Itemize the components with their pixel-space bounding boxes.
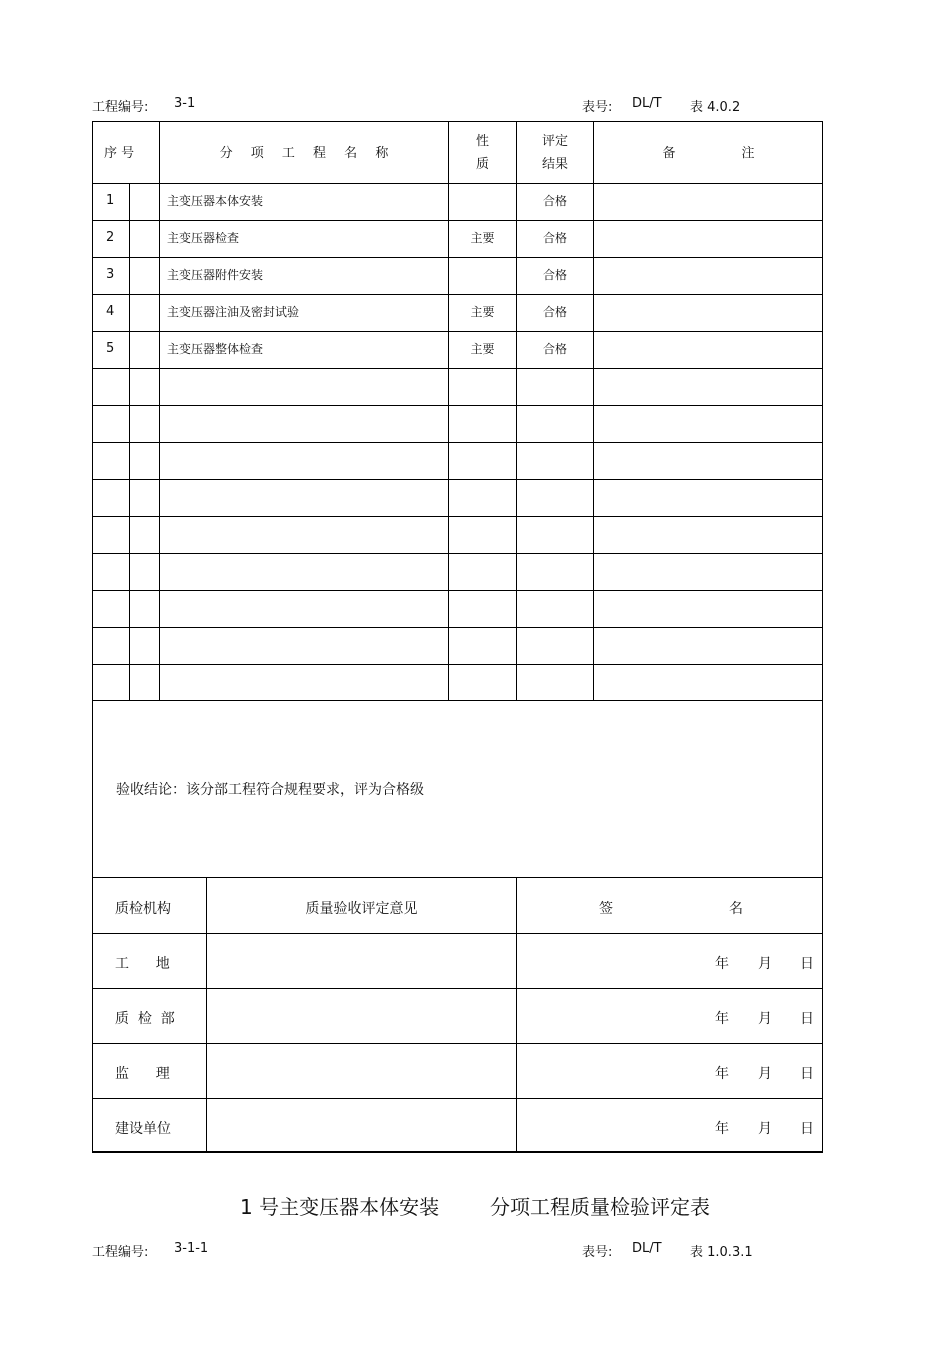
date-month: 月: [758, 1011, 772, 1027]
header-sign-2: 名: [729, 901, 743, 917]
conclusion-text: 验收结论：该分部工程符合规程要求，评为合格级: [116, 782, 424, 798]
form-no: 表 4.0.2: [690, 100, 741, 115]
date-year: 年: [715, 1121, 729, 1137]
row-result: 合格: [542, 231, 567, 245]
grid-line: [593, 122, 594, 700]
date-year: 年: [715, 956, 729, 972]
row-nature: 主要: [470, 305, 495, 319]
date-day: 日: [800, 1066, 814, 1082]
header-nature-2: 质: [475, 157, 489, 172]
row-no: 5: [106, 341, 115, 356]
project-no-label: 工程编号:: [92, 100, 149, 115]
header-org: 质检机构: [115, 901, 171, 917]
form-no-label: 表号:: [582, 100, 613, 115]
project-no: 3-1: [174, 96, 196, 111]
next-project-no: 3-1-1: [174, 1241, 209, 1256]
date-month: 月: [758, 1121, 772, 1137]
row-result: 合格: [542, 194, 567, 208]
form-std: DL/T: [632, 96, 662, 111]
row-name: 主变压器本体安装: [167, 194, 264, 208]
conclusion-box: [92, 700, 823, 878]
row-no: 2: [106, 230, 115, 245]
row-name: 主变压器检查: [167, 231, 240, 245]
row-no: 1: [106, 193, 115, 208]
row-name: 主变压器附件安装: [167, 268, 264, 282]
next-form-no-label: 表号:: [582, 1245, 613, 1260]
header-seq: 序 号: [104, 146, 135, 161]
row-name: 主变压器整体检查: [167, 342, 264, 356]
header-remark: 备 注: [662, 146, 755, 161]
next-form-title: 1 号主变压器本体安装 分项工程质量检验评定表: [240, 1195, 710, 1219]
date-month: 月: [758, 956, 772, 972]
signature-table: [92, 877, 823, 1153]
header-result-2: 结果: [541, 157, 568, 172]
next-form-std: DL/T: [632, 1241, 662, 1256]
row-no: 4: [106, 304, 115, 319]
row-result: 合格: [542, 342, 567, 356]
grid-line: [448, 122, 449, 700]
sign-org: 工 地: [115, 956, 170, 972]
header-sign-1: 签: [599, 901, 613, 917]
row-no: 3: [106, 267, 115, 282]
sign-org: 监 理: [115, 1066, 170, 1082]
row-result: 合格: [542, 268, 567, 282]
row-nature: 主要: [470, 231, 495, 245]
row-nature: 主要: [470, 342, 495, 356]
row-result: 合格: [542, 305, 567, 319]
sign-org: 建设单位: [115, 1121, 171, 1137]
row-name: 主变压器注油及密封试验: [167, 305, 300, 319]
date-month: 月: [758, 1066, 772, 1082]
header-result-1: 评定: [541, 134, 568, 149]
sign-org: 质 检 部: [115, 1011, 175, 1027]
next-project-no-label: 工程编号:: [92, 1245, 149, 1260]
header-nature-1: 性: [475, 134, 489, 149]
date-day: 日: [800, 1011, 814, 1027]
date-year: 年: [715, 1066, 729, 1082]
header-name: 分 项 工 程 名 称: [219, 146, 389, 161]
header-opinion: 质量验收评定意见: [305, 901, 418, 917]
sub-item-table: [92, 121, 823, 701]
date-day: 日: [800, 1121, 814, 1137]
date-day: 日: [800, 956, 814, 972]
next-form-no: 表 1.0.3.1: [690, 1245, 753, 1260]
date-year: 年: [715, 1011, 729, 1027]
